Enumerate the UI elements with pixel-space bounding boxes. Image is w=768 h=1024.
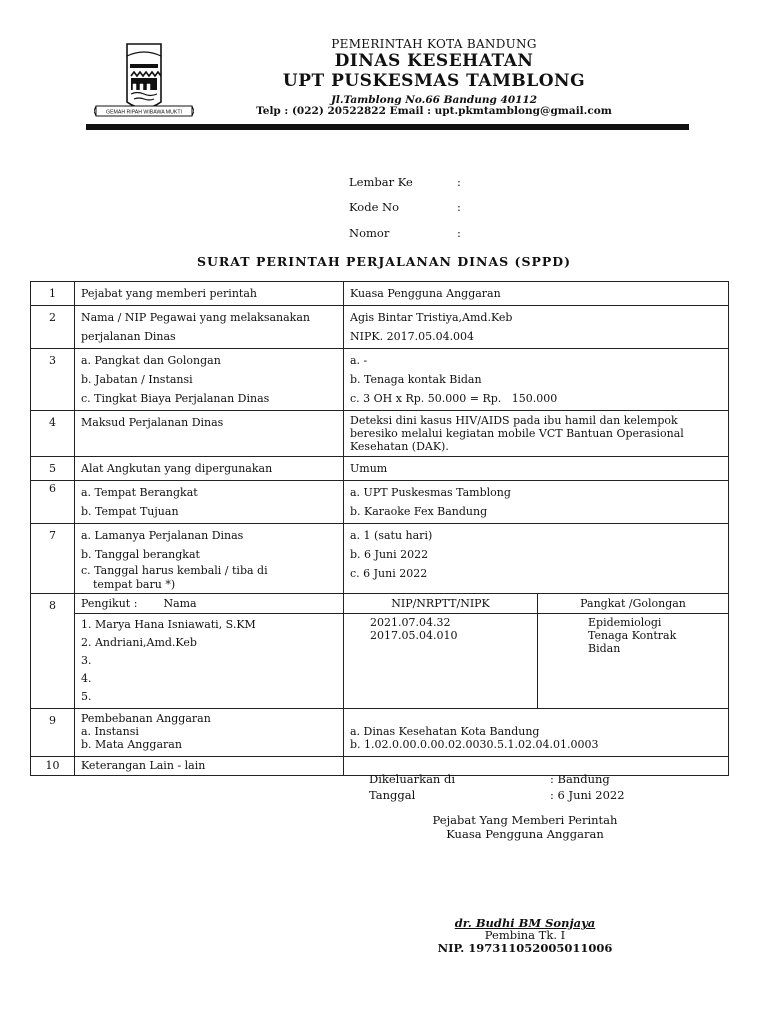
address-line: Jl.Tamblong No.66 Bandung 40112 (330, 94, 538, 106)
table-row: 8 Pengikut : Nama NIP/NRPTT/NIPK Pangkat /Golongan (31, 594, 729, 614)
table-row: 7 a. Lamanya Perjalanan Dinas b. Tanggal berangkat c. Tanggal harus kembali / tiba di tempat baru *) a. 1 (satu hari) b. 6 Juni 2022 c. 6 Juni 2022 (31, 524, 729, 594)
table-row: 5 Alat Angkutan yang dipergunakan Umum (31, 457, 729, 481)
unit-name: UPT PUSKESMAS TAMBLONG (282, 71, 586, 91)
table-row: 4 Maksud Perjalanan Dinas Deteksi dini kasus HIV/AIDS pada ibu hamil dan kelempok beresiko melalui kegiatan mobile VCT Bantuan Operasional Kesehatan (DAK). (31, 411, 729, 457)
letterhead-rule (86, 124, 689, 130)
table-row: 1 Pejabat yang memberi perintah Kuasa Pengguna Anggaran (31, 282, 729, 306)
table-row: 3 a. Pangkat dan Golongan b. Jabatan / Instansi c. Tingkat Biaya Perjalanan Dinas a. - b. Tenaga kontak Bidan c. 3 OH x Rp. 50.000 = Rp. 150.000 (31, 349, 729, 411)
issued-at: Dikeluarkan di : Bandung (369, 772, 610, 786)
signer-role: Pejabat Yang Memberi Perintah (432, 813, 618, 827)
signer-nip: NIP. 197311052005011006 (437, 941, 613, 955)
signer-name: dr. Budhi BM Sonjaya (454, 916, 596, 930)
table-row: 2 Nama / NIP Pegawai yang melaksanakan perjalanan Dinas Agis Bintar Tristiya,Amd.Keb NIPK. 2017.05.04.004 (31, 306, 729, 349)
document-title: SURAT PERINTAH PERJALANAN DINAS (SPPD) (196, 254, 572, 269)
table-row: 1. Marya Hana Isniawati, S.KM 2. Andriani,Amd.Keb 3. 4. 5. 2021.07.04.32 2017.05.04.010 Epidemiologi Tenaga Kontrak Bidan (31, 614, 729, 709)
table-row: 9 Pembebanan Anggaran a. Instansi b. Mata Anggaran a. Dinas Kesehatan Kota Bandung b. 1.02.0.00.0.00.02.0030.5.1.02.04.01.0003 (31, 709, 729, 757)
signer-rank: Pembina Tk. I (484, 928, 566, 942)
table-row: 6 a. Tempat Berangkat b. Tempat Tujuan a. UPT Puskesmas Tamblong b. Karaoke Fex Bandung (31, 481, 729, 524)
department-name: DINAS KESEHATAN (334, 51, 534, 71)
logo-motto: GEMAH RIPAH WIBAWA MUKTI (106, 109, 182, 116)
meta-sheet: Lembar Ke : (349, 175, 461, 189)
government-name: PEMERINTAH KOTA BANDUNG (331, 37, 537, 51)
sppd-table (30, 281, 729, 776)
meta-number: Nomor : (349, 226, 461, 240)
contact-line: Telp : (022) 20522822 Email : upt.pkmtamblong@gmail.com (256, 105, 612, 117)
issued-date: Tanggal : 6 Juni 2022 (369, 788, 625, 802)
meta-code: Kode No : (349, 200, 461, 214)
city-emblem-logo (94, 42, 194, 120)
table-row: 10 Keterangan Lain - lain (31, 757, 729, 776)
signer-role-2: Kuasa Pengguna Anggaran (446, 827, 604, 841)
